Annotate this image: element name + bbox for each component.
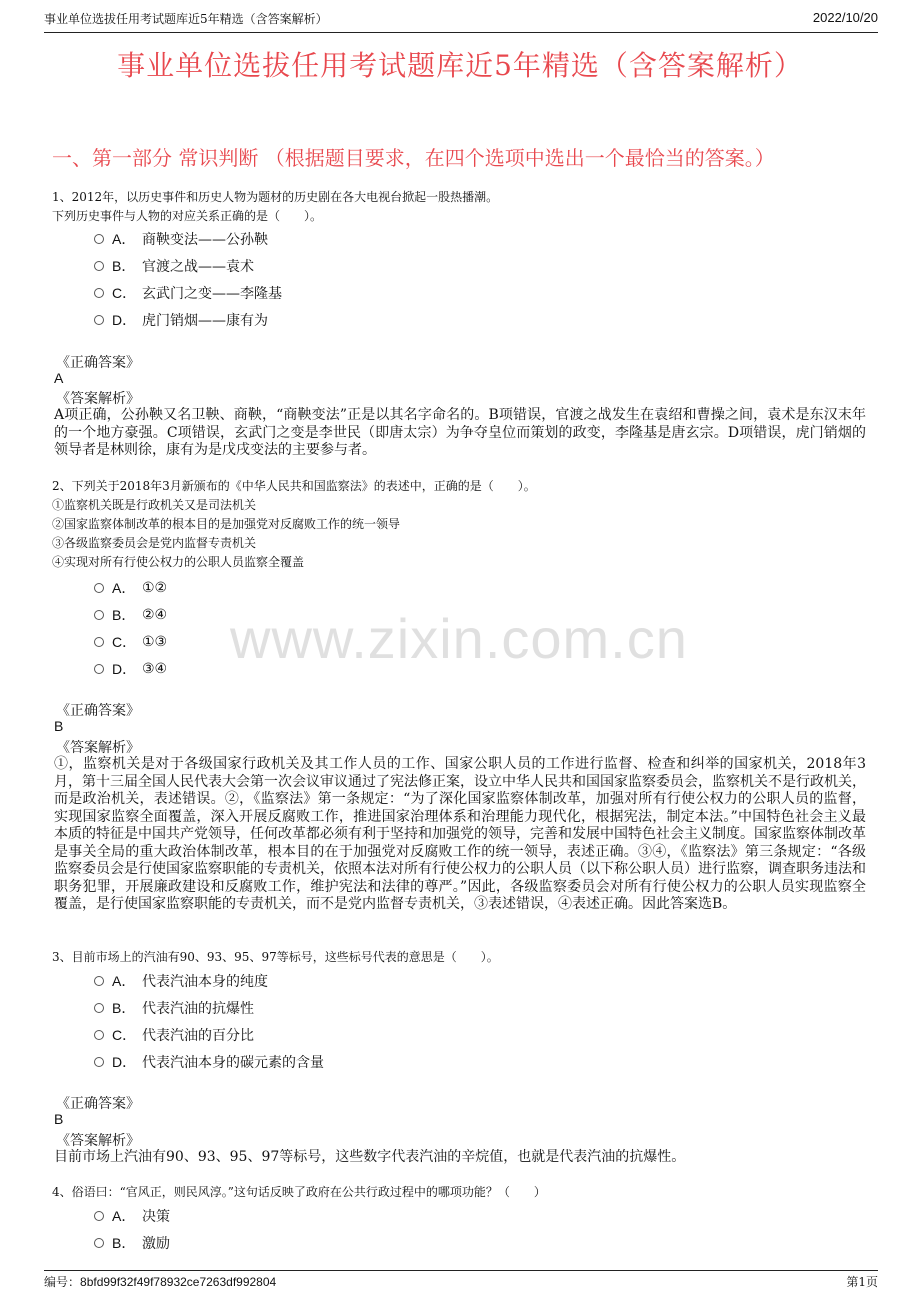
question-1-option-a[interactable] (94, 229, 268, 249)
option-letter: D． (112, 661, 137, 677)
option-letter: C． (112, 1027, 137, 1043)
stem-line: 2、下列关于2018年3月新颁布的《中华人民共和国监察法》的表述中，正确的是（ ）。 (52, 479, 536, 493)
question-3-option-d[interactable] (94, 1052, 324, 1072)
option-text: 代表汽油本身的碳元素的含量 (142, 1055, 324, 1071)
page-header (44, 10, 878, 33)
radio-icon[interactable] (94, 1238, 104, 1248)
page-footer (44, 1270, 878, 1290)
question-1-option-c[interactable] (94, 283, 282, 303)
radio-icon[interactable] (94, 315, 104, 325)
option-letter: B． (112, 1235, 136, 1251)
option-text: 激励 (142, 1236, 170, 1252)
radio-icon[interactable] (94, 610, 104, 620)
header-doc-title: 事业单位选拔任用考试题库近5年精选（含答案解析） (44, 12, 328, 26)
option-text: 代表汽油的百分比 (142, 1028, 254, 1044)
option-text: 商鞅变法——公孙鞅 (142, 232, 268, 248)
radio-icon[interactable] (94, 1211, 104, 1221)
stem-line: 1、2012年，以历史事件和历史人物为题材的历史剧在各大电视台掀起一股热播潮。 (52, 190, 499, 204)
stem-line: 下列历史事件与人物的对应关系正确的是（ ）。 (52, 209, 323, 223)
option-text: 代表汽油的抗爆性 (142, 1001, 254, 1017)
question-4-option-a[interactable] (94, 1206, 170, 1226)
analysis-label: 《答案解析》 (56, 1133, 140, 1149)
option-letter: A． (112, 231, 136, 247)
stem-line: ④实现对所有行使公权力的公职人员监察全覆盖 (52, 555, 305, 569)
question-2-option-b[interactable] (94, 605, 167, 625)
footer-code-label: 编号： (44, 1275, 81, 1289)
answer-value: B (54, 1111, 64, 1127)
option-text: ②④ (142, 607, 168, 623)
footer-code (44, 1273, 276, 1290)
stem-line: ②国家监察体制改革的根本目的是加强党对反腐败工作的统一领导 (52, 517, 401, 531)
option-text: 决策 (142, 1209, 170, 1225)
radio-icon[interactable] (94, 1003, 104, 1013)
analysis-text: A项正确，公孙鞅又名卫鞅、商鞅，“商鞅变法”正是以其名字命名的。B项错误，官渡之战发生在袁绍和曹操之间，袁术是东汉末年的一个地方豪强。C项错误，玄武门之变是李世民（即唐太宗）为争夺皇位而策划的政变，李隆基是唐玄宗。D项错误，虎门销烟的领导者是林则徐，康有为是戊戌变法的主要参与者。 (54, 407, 866, 458)
analysis-label: 《答案解析》 (56, 391, 140, 407)
option-letter: D． (112, 312, 137, 328)
option-letter: A． (112, 580, 136, 596)
radio-icon[interactable] (94, 234, 104, 244)
radio-icon[interactable] (94, 1030, 104, 1040)
radio-icon[interactable] (94, 637, 104, 647)
answer-value: A (54, 370, 64, 386)
question-2-stem (52, 477, 872, 572)
option-text: 虎门销烟——康有为 (142, 313, 268, 329)
question-2-option-d[interactable] (94, 659, 167, 679)
answer-label: 《正确答案》 (56, 1096, 140, 1112)
question-4-stem (52, 1183, 872, 1202)
answer-label: 《正确答案》 (56, 703, 140, 719)
question-1-option-b[interactable] (94, 256, 254, 276)
radio-icon[interactable] (94, 1057, 104, 1067)
answer-label: 《正确答案》 (56, 355, 140, 371)
analysis-label: 《答案解析》 (56, 740, 140, 756)
option-text: ①② (142, 580, 168, 596)
option-letter: A． (112, 1208, 136, 1224)
page-number: 第1页 (846, 1275, 878, 1289)
radio-icon[interactable] (94, 664, 104, 674)
watermark: www.zixin.com.cn (230, 607, 688, 670)
radio-icon[interactable] (94, 261, 104, 271)
question-3-option-b[interactable] (94, 998, 254, 1018)
question-3-option-c[interactable] (94, 1025, 254, 1045)
option-letter: B． (112, 607, 136, 623)
option-text: 官渡之战——袁术 (142, 259, 254, 275)
question-1-option-d[interactable] (94, 310, 268, 330)
option-letter: B． (112, 258, 136, 274)
header-date: 2022/10/20 (812, 10, 878, 25)
section-heading: 一、第一部分 常识判断 （根据题目要求，在四个选项中选出一个最恰当的答案。） (52, 146, 775, 170)
radio-icon[interactable] (94, 583, 104, 593)
footer-code-value: 8bfd99f32f49f78932ce7263df992804 (80, 1275, 277, 1289)
question-2-option-a[interactable] (94, 578, 167, 598)
answer-value: B (54, 718, 64, 734)
option-text: 代表汽油本身的纯度 (142, 974, 268, 990)
stem-line: 3、目前市场上的汽油有90、93、95、97等标号，这些标号代表的意思是（ ）。 (52, 950, 499, 964)
option-letter: B． (112, 1000, 136, 1016)
question-3-option-a[interactable] (94, 971, 268, 991)
radio-icon[interactable] (94, 976, 104, 986)
option-letter: C． (112, 285, 137, 301)
analysis-text: 目前市场上汽油有90、93、95、97等标号，这些数字代表汽油的辛烷值，也就是代表汽油的抗爆性。 (54, 1149, 686, 1165)
option-letter: C． (112, 634, 137, 650)
question-2-option-c[interactable] (94, 632, 167, 652)
analysis-text: ①，监察机关是对于各级国家行政机关及其工作人员的工作、国家公职人员的工作进行监督、检查和纠举的国家机关，2018年3月，第十三届全国人民代表大会第一次会议审议通过了宪法修正案，设立中华人民共和国国家监察委员会，监察机关不是行政机关，而是政治机关，表述错误。②，《监察法》第一条规定：“为了深化国家监察体制改革，加强对所有行使公权力的公职人员的监督，实现国家监察全面覆盖，深入开展反腐败工作，推进国家治理体系和治理能力现代化，根据宪法，制定本法。”中国特色社会主义最本质的特征是中国共产党领导，任何改革都必须有利于坚持和加强党的领导，完善和发展中国特色社会主义制度。国家监察体制改革是事关全局的重大政治体制改革，根本目的在于加强党对反腐败工作的统一领导，表述正确。③④，《监察法》第三条规定：“各级监察委员会是行使国家监察职能的专责机关，依照本法对所有行使公权力的公职人员（以下称公职人员）进行监察，调查职务违法和职务犯罪，开展廉政建设和反腐败工作，维护宪法和法律的尊严。”因此，各级监察委员会对所有行使公权力的公职人员实现监察全覆盖，是行使国家监察职能的专责机关，而不是党内监督专责机关，③表述错误，④表述正确。因此答案选B。 (54, 756, 866, 912)
stem-line: 4、俗语曰：“官风正，则民风淳。”这句话反映了政府在公共行政过程中的哪项功能？（ ） (52, 1185, 546, 1199)
radio-icon[interactable] (94, 288, 104, 298)
option-letter: D． (112, 1054, 137, 1070)
question-1-stem (52, 188, 872, 226)
document-title: 事业单位选拔任用考试题库近5年精选（含答案解析） (117, 49, 803, 82)
option-text: 玄武门之变——李隆基 (142, 286, 282, 302)
question-3-stem (52, 948, 872, 967)
option-text: ③④ (142, 661, 168, 677)
stem-line: ③各级监察委员会是党内监督专责机关 (52, 536, 257, 550)
option-letter: A． (112, 973, 136, 989)
stem-line: ①监察机关既是行政机关又是司法机关 (52, 498, 257, 512)
option-text: ①③ (142, 634, 168, 650)
question-4-option-b[interactable] (94, 1233, 170, 1253)
